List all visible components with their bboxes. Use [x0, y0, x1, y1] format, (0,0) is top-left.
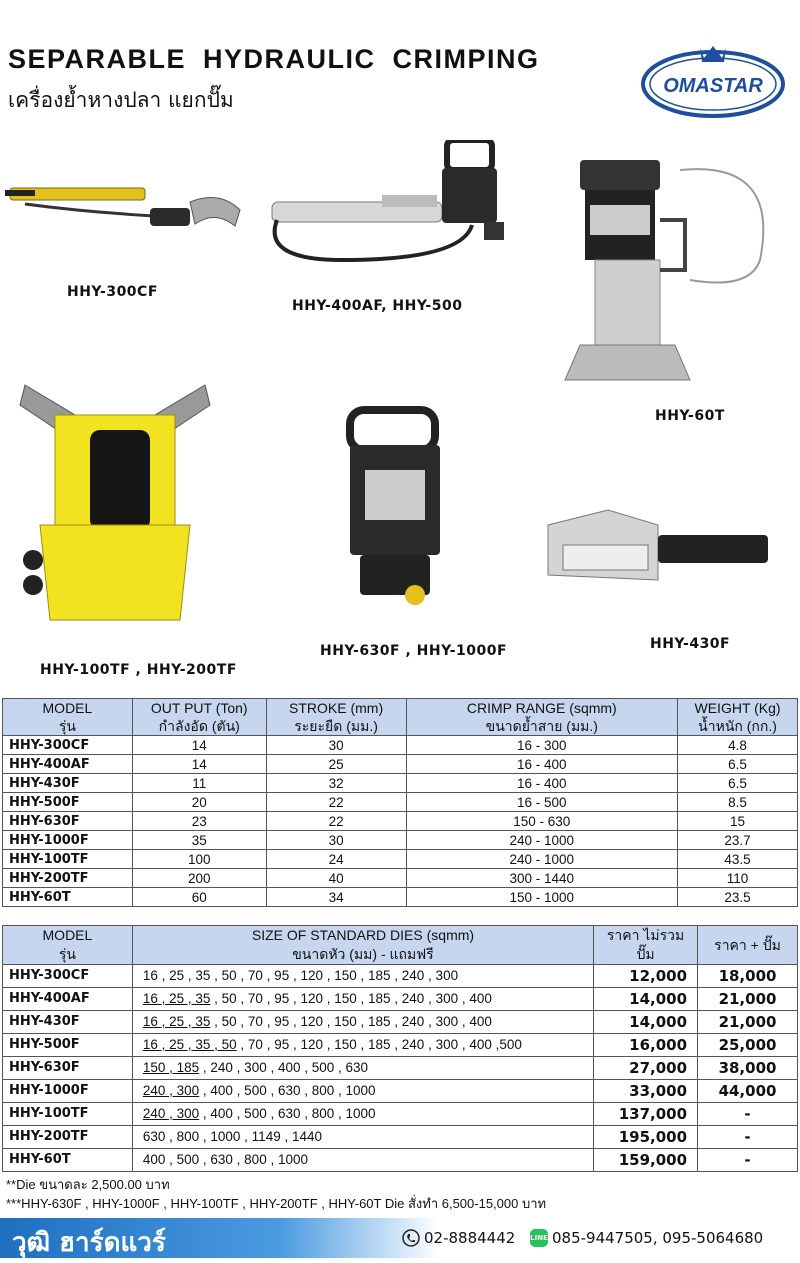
cell-stroke: 30 — [266, 831, 406, 850]
cell-range: 16 - 300 — [406, 736, 678, 755]
table-row — [3, 812, 798, 831]
cell-price-ex: 33,000 — [594, 1080, 698, 1103]
cell-model: HHY-500F — [3, 1034, 133, 1057]
cell-model: HHY-500F — [3, 793, 133, 812]
dies-free-sizes: 16 , 25 , 35 , 50 — [142, 1037, 237, 1052]
cell-stroke: 22 — [266, 793, 406, 812]
table-row — [3, 793, 798, 812]
cell-output: 200 — [132, 869, 266, 888]
table-row — [3, 831, 798, 850]
cell-model: HHY-200TF — [3, 1126, 133, 1149]
cell-price-ex: 14,000 — [594, 1011, 698, 1034]
cell-price-inc: - — [698, 1149, 798, 1172]
cell-weight: 4.8 — [678, 736, 798, 755]
cell-output: 20 — [132, 793, 266, 812]
table-row — [3, 1103, 798, 1126]
table-row — [3, 774, 798, 793]
cell-range: 16 - 400 — [406, 774, 678, 793]
cell-stroke: 25 — [266, 755, 406, 774]
cell-dies — [132, 1149, 593, 1172]
footer-banner — [0, 1218, 800, 1258]
cell-model: HHY-1000F — [3, 1080, 133, 1103]
cell-price-inc: 44,000 — [698, 1080, 798, 1103]
cell-model: HHY-300CF — [3, 736, 133, 755]
cell-weight: 6.5 — [678, 774, 798, 793]
product-caption: HHY-630F , HHY-1000F — [320, 643, 508, 659]
omastar-logo — [640, 40, 785, 120]
cell-output: 100 — [132, 850, 266, 869]
cell-model: HHY-100TF — [3, 850, 133, 869]
cell-price-inc: 38,000 — [698, 1057, 798, 1080]
cell-model: HHY-300CF — [3, 965, 133, 988]
phone-contact — [402, 1229, 515, 1247]
dies-sizes: , 50 , 70 , 95 , 120 , 150 , 185 , 240 , 300 , 400 — [210, 991, 492, 1006]
column-header: CRIMP RANGE (sqmm) ขนาดย้ำสาย (มม.) — [406, 699, 678, 736]
cell-dies — [132, 988, 593, 1011]
dies-sizes: , 50 , 70 , 95 , 120 , 150 , 185 , 240 , 300 , 400 — [210, 1014, 492, 1029]
table-row — [3, 965, 798, 988]
column-header: ราคา + ปั๊ม — [698, 926, 798, 965]
cell-weight: 8.5 — [678, 793, 798, 812]
cell-output: 14 — [132, 736, 266, 755]
cell-model: HHY-630F — [3, 812, 133, 831]
table-row — [3, 1034, 798, 1057]
table-row — [3, 888, 798, 907]
cell-price-ex: 195,000 — [594, 1126, 698, 1149]
dies-sizes: , 240 , 300 , 400 , 500 , 630 — [199, 1060, 369, 1075]
dies-free-sizes: 150 , 185 — [142, 1060, 200, 1075]
note-custom-die: ***HHY-630F , HHY-1000F , HHY-100TF , HHY-200TF , HHY-60T Die สั่งทำ 6,500-15,000 บาท — [6, 1196, 547, 1211]
cell-weight: 23.7 — [678, 831, 798, 850]
table-header-row — [3, 699, 798, 736]
line-number[interactable]: 085-9447505, 095-5064680 — [552, 1229, 764, 1247]
price-table — [2, 925, 798, 1172]
table-row — [3, 850, 798, 869]
table-header-row — [3, 926, 798, 965]
cell-price-ex: 14,000 — [594, 988, 698, 1011]
cell-range: 150 - 630 — [406, 812, 678, 831]
cell-stroke: 40 — [266, 869, 406, 888]
table-row — [3, 1080, 798, 1103]
column-header: OUT PUT (Ton) กำลังอัด (ตัน) — [132, 699, 266, 736]
cell-dies — [132, 1011, 593, 1034]
shop-brand: วุฒิ ฮาร์ดแวร์ — [12, 1228, 166, 1258]
cell-price-ex: 159,000 — [594, 1149, 698, 1172]
hydraulic-pump-icon — [262, 140, 527, 275]
cell-price-inc: 21,000 — [698, 988, 798, 1011]
cell-price-ex: 16,000 — [594, 1034, 698, 1057]
product-caption: HHY-60T — [655, 408, 725, 424]
product-caption: HHY-100TF , HHY-200TF — [40, 662, 237, 678]
logo-text: OMASTAR — [663, 75, 763, 97]
dies-free-sizes: 16 , 25 , 35 — [142, 1014, 211, 1029]
cell-price-inc: 25,000 — [698, 1034, 798, 1057]
cell-weight: 15 — [678, 812, 798, 831]
product-caption: HHY-430F — [650, 636, 731, 652]
dies-sizes: 16 , 25 , 35 , 50 , 70 , 95 , 120 , 150 , 185 , 240 , 300 — [142, 968, 459, 983]
dies-sizes: , 70 , 95 , 120 , 150 , 185 , 240 , 300 , 400 ,500 — [236, 1037, 522, 1052]
cell-stroke: 24 — [266, 850, 406, 869]
cell-output: 23 — [132, 812, 266, 831]
hydraulic-pump-icon — [5, 180, 245, 250]
cell-range: 16 - 500 — [406, 793, 678, 812]
cell-price-ex: 27,000 — [594, 1057, 698, 1080]
table-row — [3, 1126, 798, 1149]
cell-model: HHY-400AF — [3, 988, 133, 1011]
cell-stroke: 32 — [266, 774, 406, 793]
cell-model: HHY-400AF — [3, 755, 133, 774]
cell-model: HHY-200TF — [3, 869, 133, 888]
cell-output: 35 — [132, 831, 266, 850]
table-row — [3, 1011, 798, 1034]
column-header: MODEL รุ่น — [3, 926, 133, 965]
cell-dies — [132, 1126, 593, 1149]
cell-stroke: 34 — [266, 888, 406, 907]
note-die-price: **Die ขนาดละ 2,500.00 บาท — [6, 1177, 170, 1192]
cell-price-inc: - — [698, 1103, 798, 1126]
column-header: SIZE OF STANDARD DIES (sqmm) ขนาดหัว (มม) - แถมฟรี — [132, 926, 593, 965]
cell-price-inc: - — [698, 1126, 798, 1149]
table-row — [3, 1057, 798, 1080]
cell-price-ex: 12,000 — [594, 965, 698, 988]
line-contact — [530, 1229, 763, 1247]
column-header: STROKE (mm) ระยะยืด (มม.) — [266, 699, 406, 736]
dies-free-sizes: 16 , 25 , 35 — [142, 991, 211, 1006]
dies-free-sizes: 240 , 300 — [142, 1083, 200, 1098]
cell-model: HHY-430F — [3, 1011, 133, 1034]
phone-number[interactable]: 02-8884442 — [424, 1229, 516, 1247]
cell-model: HHY-100TF — [3, 1103, 133, 1126]
black-crimp-head-icon — [345, 405, 445, 610]
page-subtitle: เครื่องย้ำหางปลา แยกปั๊ม — [8, 88, 234, 112]
column-header: MODEL รุ่น — [3, 699, 133, 736]
tower-crimper-icon — [560, 150, 780, 390]
product-caption: HHY-300CF — [67, 284, 158, 300]
cell-range: 16 - 400 — [406, 755, 678, 774]
cell-dies — [132, 1103, 593, 1126]
column-header: WEIGHT (Kg) น้ำหนัก (กก.) — [678, 699, 798, 736]
cell-output: 60 — [132, 888, 266, 907]
cell-weight: 110 — [678, 869, 798, 888]
cell-output: 14 — [132, 755, 266, 774]
cell-stroke: 22 — [266, 812, 406, 831]
cell-range: 240 - 1000 — [406, 831, 678, 850]
cell-dies — [132, 1080, 593, 1103]
yellow-crimper-icon — [15, 375, 215, 640]
table-row — [3, 755, 798, 774]
dies-sizes: , 400 , 500 , 630 , 800 , 1000 — [199, 1106, 376, 1121]
phone-icon — [402, 1229, 420, 1247]
cell-range: 150 - 1000 — [406, 888, 678, 907]
cell-price-ex: 137,000 — [594, 1103, 698, 1126]
cell-dies — [132, 1034, 593, 1057]
dies-sizes: , 400 , 500 , 630 , 800 , 1000 — [199, 1083, 376, 1098]
cell-model: HHY-630F — [3, 1057, 133, 1080]
dies-sizes: 630 , 800 , 1000 , 1149 , 1440 — [142, 1129, 322, 1144]
cell-weight: 43.5 — [678, 850, 798, 869]
cell-model: HHY-430F — [3, 774, 133, 793]
inline-crimp-head-icon — [538, 505, 770, 595]
cell-weight: 6.5 — [678, 755, 798, 774]
cell-price-inc: 21,000 — [698, 1011, 798, 1034]
cell-model: HHY-60T — [3, 1149, 133, 1172]
table-row — [3, 869, 798, 888]
cell-output: 11 — [132, 774, 266, 793]
cell-dies — [132, 965, 593, 988]
cell-range: 240 - 1000 — [406, 850, 678, 869]
cell-model: HHY-60T — [3, 888, 133, 907]
page-title: SEPARABLE HYDRAULIC CRIMPING — [8, 44, 540, 74]
table-row — [3, 1149, 798, 1172]
cell-range: 300 - 1440 — [406, 869, 678, 888]
cell-model: HHY-1000F — [3, 831, 133, 850]
line-app-icon: LINE — [530, 1229, 548, 1247]
dies-sizes: 400 , 500 , 630 , 800 , 1000 — [142, 1152, 308, 1167]
spec-table — [2, 698, 798, 907]
table-row — [3, 988, 798, 1011]
cell-weight: 23.5 — [678, 888, 798, 907]
dies-free-sizes: 240 , 300 — [142, 1106, 200, 1121]
cell-dies — [132, 1057, 593, 1080]
cell-stroke: 30 — [266, 736, 406, 755]
product-caption: HHY-400AF, HHY-500 — [292, 298, 463, 314]
column-header: ราคา ไม่รวมปั๊ม — [594, 926, 698, 965]
cell-price-inc: 18,000 — [698, 965, 798, 988]
table-row — [3, 736, 798, 755]
